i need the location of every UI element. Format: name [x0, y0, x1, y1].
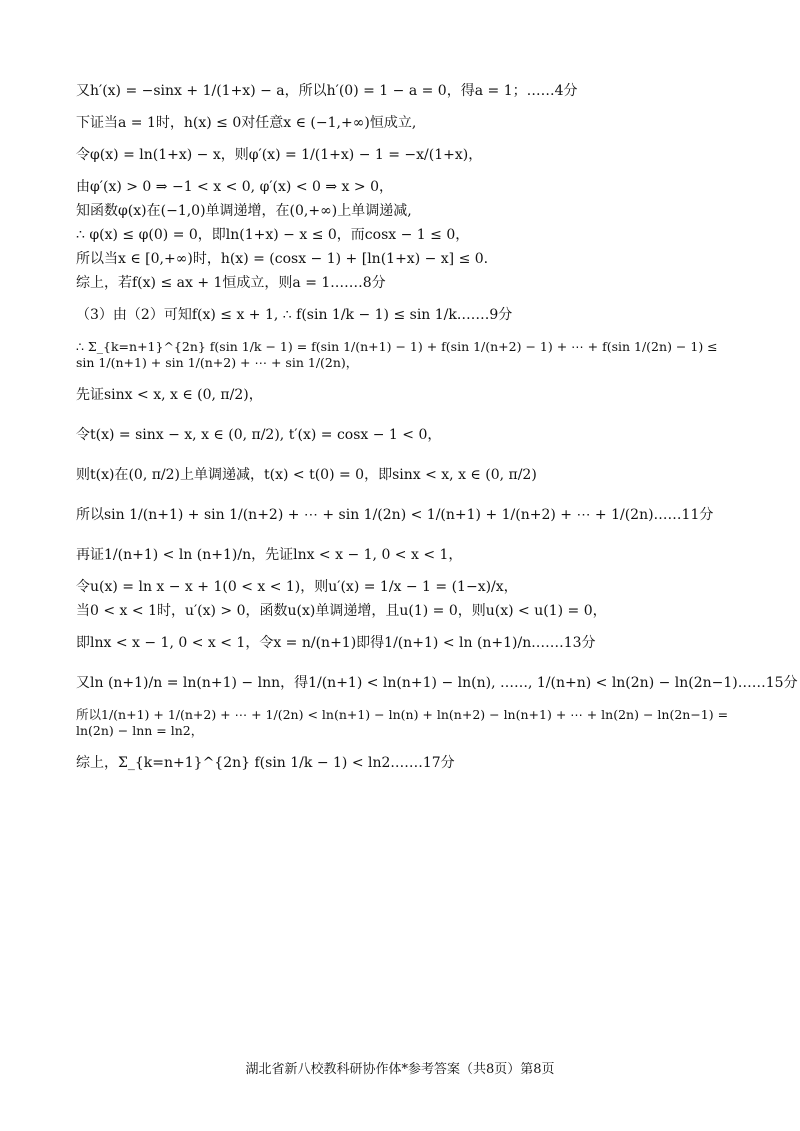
solution-line: 由φ′(x) > 0 ⇒ −1 < x < 0, φ′(x) < 0 ⇒ x > 0， — [76, 179, 393, 195]
solution-line: 综上，Σ_{k=n+1}^{2n} f(sin 1/k − 1) < ln2.……17分 — [76, 755, 455, 771]
solution-line: ∴ φ(x) ≤ φ(0) = 0，即ln(1+x) − x ≤ 0，而cosx − 1 ≤ 0， — [76, 227, 470, 243]
solution-line: 又ln (n+1)/n = ln(n+1) − lnn，得1/(n+1) < ln(n+1) − ln(n), ……, 1/(n+n) < ln(2n) − ln(2n−1)……15分 — [76, 675, 798, 691]
solution-line: 当0 < x < 1时，u′(x) > 0，函数u(x)单调递增，且u(1) = 0，则u(x) < u(1) = 0， — [76, 603, 607, 619]
solution-line: 知函数φ(x)在(−1,0)单调递增，在(0,+∞)上单调递减, — [76, 203, 412, 219]
solution-line: 综上，若f(x) ≤ ax + 1恒成立，则a = 1.……8分 — [76, 275, 386, 291]
solution-line: 所以当x ∈ [0,+∞)时，h(x) = (cosx − 1) + [ln(1+x) − x] ≤ 0. — [76, 251, 489, 267]
page-footer: 湖北省新八校教科研协作体*参考答案（共8页）第8页 — [245, 1062, 555, 1077]
solution-line: ∴ Σ_{k=n+1}^{2n} f(sin 1/k − 1) = f(sin 1/(n+1) − 1) + f(sin 1/(n+2) − 1) + ⋯ + f(sin 1/(2n) − 1) ≤ sin 1/(n+1) + sin 1/(n+2) + ⋯ + sin 1/(2n)， — [76, 339, 718, 370]
solution-line: 令u(x) = ln x − x + 1(0 < x < 1)，则u′(x) = 1/x − 1 = (1−x)/x， — [76, 579, 518, 595]
solution-line: 所以1/(n+1) + 1/(n+2) + ⋯ + 1/(2n) < ln(n+1) − ln(n) + ln(n+2) − ln(n+1) + ⋯ + ln(2n) − ln(2n−1) = ln(2n) − lnn = ln2， — [76, 707, 729, 738]
solution-line: 先证sinx < x, x ∈ (0, π/2)， — [76, 387, 263, 403]
solution-body — [76, 74, 798, 780]
solution-line: 令t(x) = sinx − x, x ∈ (0, π/2), t′(x) = cosx − 1 < 0， — [76, 427, 442, 443]
solution-line: 所以sin 1/(n+1) + sin 1/(n+2) + ⋯ + sin 1/(2n) < 1/(n+1) + 1/(n+2) + ⋯ + 1/(2n)……11分 — [76, 507, 714, 523]
solution-line: 下证当a = 1时，h(x) ≤ 0对任意x ∈ (−1,+∞)恒成立, — [76, 115, 417, 131]
solution-line: 再证1/(n+1) < ln (n+1)/n，先证lnx < x − 1, 0 < x < 1， — [76, 547, 463, 563]
solution-line: （3）由（2）可知f(x) ≤ x + 1, ∴ f(sin 1/k − 1) ≤ sin 1/k.……9分 — [76, 307, 513, 323]
solution-line: 又h′(x) = −sinx + 1/(1+x) − a，所以h′(0) = 1 − a = 0，得a = 1；……4分 — [76, 83, 578, 99]
solution-line: 即lnx < x − 1, 0 < x < 1，令x = n/(n+1)即得1/(n+1) < ln (n+1)/n.……13分 — [76, 635, 596, 651]
solution-line: 令φ(x) = ln(1+x) − x，则φ′(x) = 1/(1+x) − 1 = −x/(1+x)， — [76, 147, 483, 163]
solution-line: 则t(x)在(0, π/2)上单调递减，t(x) < t(0) = 0，即sinx < x, x ∈ (0, π/2) — [76, 467, 537, 483]
